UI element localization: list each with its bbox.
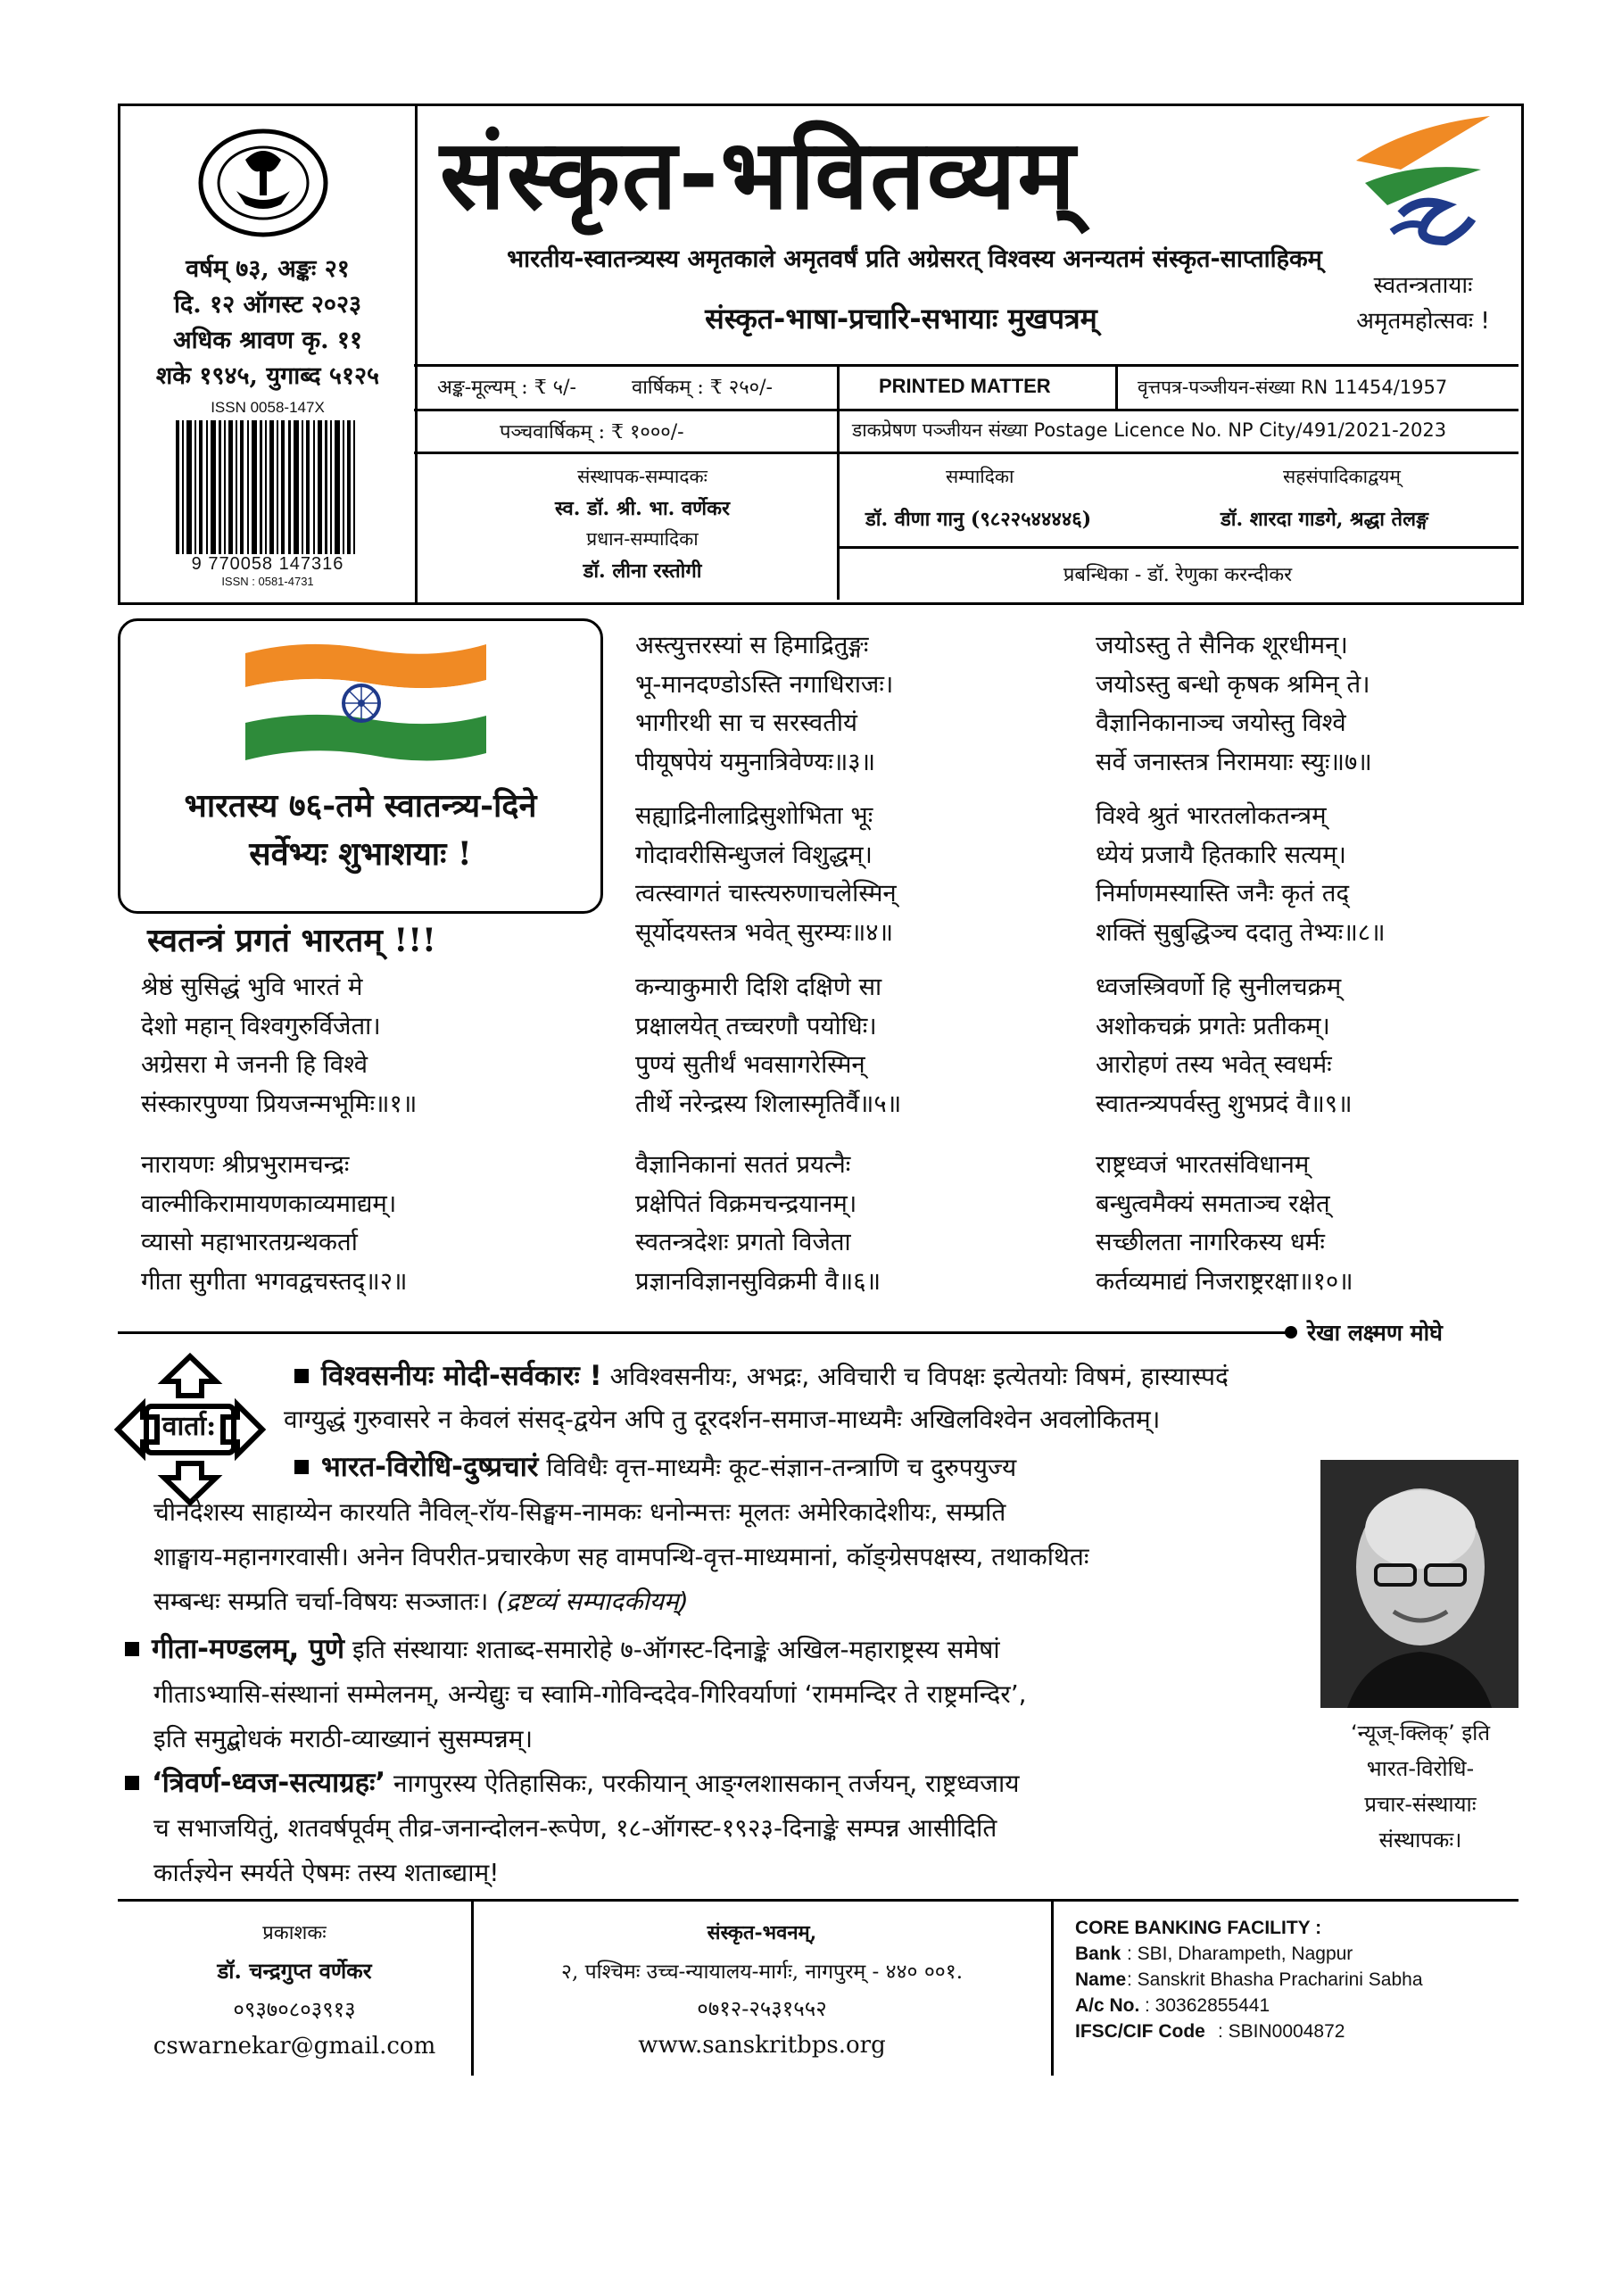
photo-caption <box>1319 1715 1522 1858</box>
issue-shaka: शके १९४५, युगाब्द ५१२५ <box>155 362 380 390</box>
news-3-line3: इति समुद्बोधकं मराठी-व्याख्यानं सुसम्पन्नम्। <box>153 1724 534 1753</box>
divider-dot <box>1285 1326 1297 1339</box>
office-website[interactable]: www.sanskritbps.org <box>638 2032 886 2059</box>
verse-1 <box>141 968 417 1123</box>
printed-matter: PRINTED MATTER <box>879 375 1051 397</box>
verse-5 <box>635 968 901 1123</box>
publisher-phone: ०९३७०८०३९१३ <box>233 1997 356 2022</box>
bullet-icon <box>294 1460 309 1474</box>
news-4-heading: ‘त्रिवर्ण-ध्वज-सत्याग्रहः’ <box>152 1767 386 1799</box>
verse-6 <box>635 1146 881 1301</box>
verse-line: वैज्ञानिकानाञ्च जयोस्तु विश्वे <box>1096 709 1346 737</box>
news-item-2 <box>294 1447 1312 1488</box>
founder-name: स्व. डॉ. श्री. भा. वर्णेकर <box>554 497 730 520</box>
verse-line: ध्वजस्त्रिवर्णो हि सुनीलचक्रम् <box>1096 973 1342 1001</box>
office-name: संस्कृत-भवनम्, <box>707 1921 817 1944</box>
verse-line: प्रक्षालयेत् तच्चरणौ पयोधिः। <box>635 1011 877 1040</box>
name-label: Name <box>1075 1969 1127 1990</box>
news-item-3 <box>125 1629 1312 1670</box>
editor-name: डॉ. वीणा गानु (९८२२५४४४४६) <box>865 508 1092 531</box>
verse-2 <box>141 1146 407 1301</box>
annual-price: वार्षिकम् : ₹ २५०/- <box>632 377 773 399</box>
verse-line: सह्याद्रिनीलाद्रिसुशोभिता भूः <box>635 801 873 830</box>
issue-tithi: अधिक श्रावण कृ. ११ <box>172 327 363 354</box>
news-3-heading: गीता-मण्डलम्, पुणे <box>152 1633 345 1665</box>
acc-value: : 30362855441 <box>1145 1995 1270 2016</box>
office-block <box>473 1919 1051 2059</box>
verse-line: सर्वे जनास्तत्र निरामयाः स्युः॥७॥ <box>1096 747 1372 776</box>
caption-line3: प्रचार-संस्थायाः <box>1364 1792 1477 1817</box>
greeting-line2: सर्वेभ्यः शुभाशयाः ! <box>249 835 472 873</box>
news-2-line4-text: सम्बन्धः सम्प्रति चर्चा-विषयः सञ्जातः। <box>153 1587 489 1616</box>
verse-line: स्वतन्त्रदेशः प्रगतो विजेता <box>635 1228 851 1256</box>
bank-label: Bank <box>1075 1944 1121 1964</box>
verse-line: ध्येयं प्रजायै हितकारि सत्यम्। <box>1096 840 1346 869</box>
editorial-ref: (द्रष्टव्यं सम्पादकीयम्) <box>496 1587 689 1616</box>
tricolor-flag-icon <box>228 637 495 771</box>
news-3-line2: गीताऽभ्यासि-संस्थानां सम्मेलनम्, अन्येद्युः च स्वामि-गोविन्ददेव-गिरिवर्याणां ‘राममन्दिर ते राष्ट्रमन्दिर’, <box>153 1679 1027 1709</box>
founder-photo <box>1320 1460 1519 1708</box>
news-item-1 <box>294 1356 1526 1397</box>
five-year-price: पञ्चवार्षिकम् : ₹ १०००/- <box>500 421 684 443</box>
verse-line: प्रज्ञानविज्ञानसुविक्रमी वै॥६॥ <box>635 1266 881 1296</box>
verse-8 <box>1096 797 1386 952</box>
verse-line: तीर्थे नरेन्द्रस्य शिलास्मृतिर्वै॥५॥ <box>635 1089 902 1118</box>
barcode-number: 9 770058 147316 <box>191 554 344 574</box>
verse-line: जयोऽस्तु बन्धो कृषक श्रमिन् ते। <box>1096 669 1370 699</box>
bullet-icon <box>125 1642 139 1656</box>
amrit-line2: अमृतमहोत्सवः ! <box>1356 308 1490 335</box>
verse-line: देशो महान् विश्वगुरुर्विजेता। <box>141 1011 381 1040</box>
publisher-name: डॉ. चन्द्रगुप्त वर्णेकर <box>217 1958 372 1984</box>
issn-bottom: ISSN : 0581-4731 <box>221 575 314 588</box>
mouthpiece-line: संस्कृत-भाषा-प्रचारि-सभायाः मुखपत्रम् <box>705 302 1097 336</box>
verse-line: अशोकचक्रं प्रगतेः प्रतीकम्। <box>1096 1011 1330 1040</box>
bullet-icon <box>294 1369 309 1383</box>
issue-date: दि. १२ ऑगस्ट २०२३ <box>173 291 362 319</box>
verse-line: गोदावरीसिन्धुजलं विशुद्धम्। <box>635 840 873 869</box>
bank-value: : SBI, Dharampeth, Nagpur <box>1127 1944 1353 1964</box>
verse-7 <box>1096 626 1372 782</box>
news-1-heading: विश्वसनीयः मोदी-सर्वकारः ! <box>321 1360 602 1392</box>
issue-year-number: वर्षम् ७३, अङ्कः २१ <box>186 255 350 283</box>
name-value: : Sanskrit Bhasha Pracharini Sabha <box>1127 1969 1423 1990</box>
poem-heading: स्वतन्त्रं प्रगतं भारतम् !!! <box>147 922 436 959</box>
news-item-4 <box>125 1763 1312 1803</box>
news-4-text: नागपुरस्य ऐतिहासिकः, परकीयान् आङ्ग्लशासकान् तर्जयन्, राष्ट्रध्वजाय <box>385 1769 1020 1798</box>
newspaper-subtitle: भारतीय-स्वातन्त्र्यस्य अमृतकाले अमृतवर्षं प्रति अग्रेसरत् विश्वस्य अनन्यतमं संस्कृत-साप्ताहिकम् <box>507 245 1322 273</box>
verse-line: श्रेष्ठं सुसिद्धं भुवि भारतं मे <box>141 973 363 1001</box>
independence-greeting-box <box>118 618 603 914</box>
greeting-text <box>120 782 600 878</box>
publisher-email[interactable]: cswarnekar@gmail.com <box>153 2033 436 2060</box>
verse-4 <box>635 797 897 952</box>
verse-line: गीता सुगीता भगवद्वचस्तद्॥२॥ <box>141 1266 408 1296</box>
editor-label: सम्पादिका <box>946 466 1014 487</box>
verse-line: व्यासो महाभारतग्रन्थकर्ता <box>141 1228 358 1256</box>
barcode <box>165 399 370 597</box>
verse-line: वैज्ञानिकानां सततं प्रयत्नैः <box>635 1150 851 1179</box>
poet-byline: रेखा लक्ष्मण मोघे <box>1307 1320 1443 1346</box>
ifsc-label: IFSC/CIF Code <box>1075 2021 1205 2042</box>
verse-line: विश्वे श्रुतं भारतलोकतन्त्रम् <box>1096 801 1327 830</box>
coeditor-names: डॉ. शारदा गाडगे, श्रद्धा तेलङ्ग <box>1221 508 1428 531</box>
verse-3 <box>635 626 893 782</box>
office-phone: ०७१२-२५३१५५२ <box>697 1996 827 2021</box>
verse-line: जयोऽस्तु ते सैनिक शूरधीमन्। <box>1096 631 1348 659</box>
news-1-text: अविश्वसनीयः, अभद्रः, अविचारी च विपक्षः इत्येतयोः विषमं, हास्यास्पदं <box>601 1362 1229 1391</box>
verse-line: वाल्मीकिरामायणकाव्यमाद्यम्। <box>141 1189 397 1218</box>
verse-line: संस्कारपुण्या प्रियजन्मभूमिः॥१॥ <box>141 1089 418 1118</box>
newspaper-title: संस्कृत-भवितव्यम् <box>439 120 1077 231</box>
verse-line: सूर्योदयस्तत्र भवेत् सुरम्यः॥४॥ <box>635 917 894 947</box>
bank-block <box>1075 1915 1423 2044</box>
office-address: २, पश्चिमः उच्च-न्यायालय-मार्गः, नागपुरम् - ४४० ००१. <box>560 1960 964 1984</box>
caption-line2: भारत-विरोधि- <box>1366 1756 1475 1781</box>
amrit-line1: स्वतन्त्रतायाः <box>1373 272 1473 299</box>
registration-number: वृत्तपत्र-पञ्जीयन-संख्या RN 11454/1957 <box>1138 377 1448 398</box>
caption-line1: ‘न्यूज्-क्लिक्’ इति <box>1350 1720 1491 1745</box>
verse-line: राष्ट्रध्वजं भारतसंविधानम् <box>1096 1150 1310 1179</box>
news-4-line2: च सभाजयितुं, शतवर्षपूर्वम् तीव्र-जनान्दोलन-रूपेण, १८-ऑगस्ट-१९२३-दिनाङ्के सम्पन्न आसीदिति <box>153 1813 997 1843</box>
verse-line: अग्रेसरा मे जननी हि विश्वे <box>141 1050 368 1079</box>
news-1-line2: वाग्युद्धं गुरुवासरे न केवलं संसद्-द्वयेन अपि तु दूरदर्शन-समाज-माध्यमैः अखिलविश्वेन अवलोकितम्। <box>284 1405 1161 1434</box>
verse-line: पीयूषपेयं यमुनात्रिवेण्यः॥३॥ <box>635 747 876 776</box>
news-3-text: इति संस्थायाः शताब्द-समारोहे ७-ऑगस्ट-दिनाङ्के अखिल-महाराष्ट्रस्य समेषां <box>344 1635 1000 1664</box>
section-divider <box>118 1331 1287 1334</box>
news-4-line3: कार्तज्ञ्येन स्मर्यते ऐषमः तस्य शताब्द्याम्! <box>153 1858 500 1887</box>
verse-line: कर्तव्यमाद्यं निजराष्ट्ररक्षा॥१०॥ <box>1096 1266 1353 1296</box>
footer-rule <box>118 1899 1519 1902</box>
verse-line: नारायणः श्रीप्रभुरामचन्द्रः <box>141 1150 350 1179</box>
verse-line: बन्धुत्वमैक्यं समताञ्च रक्षेत् <box>1096 1189 1330 1218</box>
verse-line: निर्माणमस्यास्ति जनैः कृतं तद् <box>1096 879 1350 908</box>
verse-line: त्वत्स्वागतं चास्त्यरुणाचलेस्मिन् <box>635 879 897 908</box>
issue-price: अङ्क-मूल्यम् : ₹ ५/- <box>437 377 576 399</box>
bullet-icon <box>125 1776 139 1790</box>
verse-line: पुण्यं सुतीर्थं भवसागरेस्मिन् <box>635 1050 865 1079</box>
verse-line: आरोहणं तस्य भवेत् स्वधर्मः <box>1096 1050 1332 1079</box>
amrit-mahotsav-logo <box>1338 107 1508 259</box>
chief-editor-label: प्रधान-सम्पादिका <box>586 528 699 550</box>
verse-line: सच्छीलता नागरिकस्य धर्मः <box>1096 1228 1325 1256</box>
verse-line: भू-मानदण्डोऽस्ति नगाधिराजः। <box>635 669 894 699</box>
amrit-mahotsav-text <box>1320 268 1526 339</box>
coeditor-label: सहसंपादिकाद्वयम् <box>1283 466 1401 487</box>
sabha-seal-logo <box>183 124 343 240</box>
verse-10 <box>1096 1146 1353 1301</box>
chief-editor-name: डॉ. लीना रस्तोगी <box>583 559 702 583</box>
verse-line: कन्याकुमारी दिशि दक्षिणे सा <box>635 973 882 1001</box>
verse-line: भागीरथी सा च सरस्वतीयं <box>635 709 857 737</box>
postal-licence: डाकप्रेषण पञ्जीयन संख्या Postage Licence No. NP City/491/2021-2023 <box>852 419 1447 441</box>
publisher-label: प्रकाशकः <box>262 1922 327 1944</box>
acc-label: A/c No. <box>1075 1995 1140 2016</box>
greeting-line1: भारतस्य ७६-तमे स्वातन्त्र्य-दिने <box>184 787 537 825</box>
manager-name: प्रबन्धिका - डॉ. रेणुका करन्दीकर <box>1063 564 1293 586</box>
news-2-text: विविधैः वृत्त-माध्यमैः कूट-संज्ञान-तन्त्राणि च दुरुपयुज्य <box>538 1453 1017 1482</box>
news-2-line2: चीनदेशस्य साहाय्येन कारयति नैविल्-रॉय-सिङ्घम-नामकः धनोन्मत्तः मूलतः अमेरिकादेशीयः, सम्प्रति <box>153 1497 1006 1527</box>
verse-line: अस्त्युत्तरस्यां स हिमाद्रितुङ्गः <box>635 631 869 659</box>
verse-line: शक्तिं सुबुद्धिञ्च ददातु तेभ्यः॥८॥ <box>1096 917 1386 947</box>
verse-line: स्वातन्त्र्यपर्वस्तु शुभप्रदं वै॥९॥ <box>1096 1089 1353 1118</box>
issn-top: ISSN 0058-147X <box>211 399 325 416</box>
news-2-heading: भारत-विरोधि-दुष्प्रचारं <box>321 1451 539 1483</box>
portrait-image <box>1320 1460 1519 1708</box>
news-2-line4 <box>153 1581 1304 1621</box>
varta-label: वार्ता: <box>161 1411 217 1442</box>
barcode-bars <box>165 420 370 554</box>
verse-9 <box>1096 968 1353 1123</box>
ifsc-value: : SBIN0004872 <box>1218 2021 1345 2042</box>
bank-title: CORE BANKING FACILITY : <box>1075 1918 1322 1938</box>
news-2-line3: शाङ्घाय-महानगरवासी। अनेन विपरीत-प्रचारकेण सह वामपन्थि-वृत्त-माध्यमानां, कॉङ्ग्रेसपक्षस्य, तथाकथितः <box>153 1542 1089 1571</box>
publisher-block <box>118 1919 471 2060</box>
verse-line: प्रक्षेपितं विक्रमचन्द्रयानम्। <box>635 1189 857 1218</box>
founder-label: संस्थापक-सम्पादकः <box>577 466 708 487</box>
caption-line4: संस्थापकः। <box>1378 1828 1462 1853</box>
